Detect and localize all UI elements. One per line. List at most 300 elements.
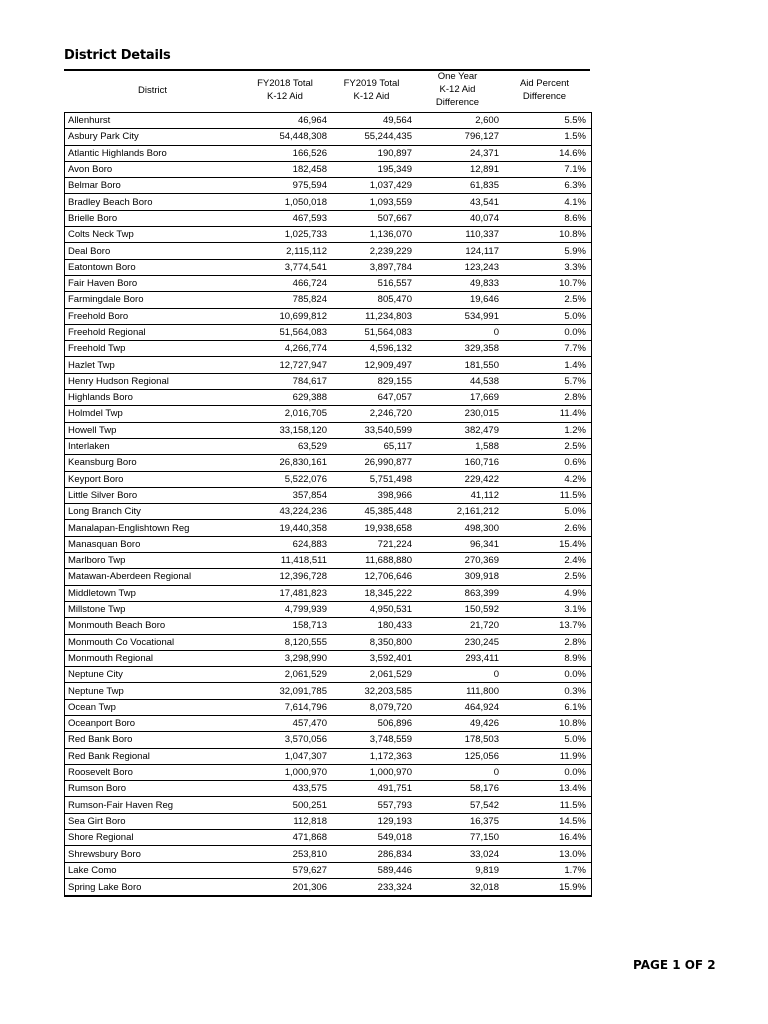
fy2019-aid-cell: 647,057 (377, 392, 412, 404)
percent-difference-cell: 3.3% (564, 261, 586, 273)
percent-difference-cell: 10.7% (559, 278, 586, 290)
fy2018-aid-cell: 182,458 (292, 164, 327, 176)
percent-difference-cell: 5.5% (564, 115, 586, 127)
percent-difference-cell: 1.2% (564, 424, 586, 436)
table-row (65, 749, 591, 765)
table-row (65, 732, 591, 748)
fy2019-aid-cell: 8,079,720 (369, 701, 412, 713)
header-fy2019-line: FY2019 Total (343, 78, 400, 89)
fy2019-aid-cell: 180,433 (377, 620, 412, 632)
district-name-cell: Allenhurst (68, 115, 111, 127)
district-name-cell: Shore Regional (68, 832, 134, 844)
fy2018-aid-cell: 43,224,236 (279, 506, 327, 518)
aid-difference-cell: 150,592 (464, 604, 499, 616)
fy2018-aid-cell: 2,061,529 (284, 669, 327, 681)
header-difference-line: K-12 Aid (439, 84, 476, 95)
table-row (65, 113, 591, 129)
fy2018-aid-cell: 3,570,056 (284, 734, 327, 746)
district-name-cell: Oceanport Boro (68, 718, 136, 730)
district-name-cell: Monmouth Co Vocational (68, 636, 175, 648)
aid-difference-cell: 863,399 (464, 587, 499, 599)
percent-difference-cell: 2.6% (564, 522, 586, 534)
percent-difference-cell: 2.5% (564, 571, 586, 583)
district-name-cell: Atlantic Highlands Boro (68, 147, 167, 159)
district-name-cell: Hazlet Twp (68, 359, 115, 371)
district-name-cell: Fair Haven Boro (68, 278, 138, 290)
fy2019-aid-cell: 398,966 (377, 489, 412, 501)
fy2018-aid-cell: 7,614,796 (284, 701, 327, 713)
percent-difference-cell: 5.9% (564, 245, 586, 257)
aid-difference-cell: 43,541 (469, 196, 499, 208)
table-row (65, 439, 591, 455)
aid-difference-cell: 17,669 (469, 392, 499, 404)
table-row (65, 814, 591, 830)
fy2019-aid-cell: 1,093,559 (369, 196, 412, 208)
aid-difference-cell: 33,024 (469, 848, 499, 860)
table-row (65, 667, 591, 683)
header-fy2018-line: FY2018 Total (257, 78, 313, 89)
fy2018-aid-cell: 500,251 (292, 799, 327, 811)
district-name-cell: Spring Lake Boro (68, 881, 142, 893)
aid-difference-cell: 44,538 (469, 375, 499, 387)
percent-difference-cell: 1.7% (564, 864, 586, 876)
fy2018-aid-cell: 466,724 (292, 278, 327, 290)
aid-difference-cell: 0 (493, 767, 499, 779)
percent-difference-cell: 6.1% (564, 701, 586, 713)
fy2019-aid-cell: 1,000,970 (369, 767, 412, 779)
fy2018-aid-cell: 624,883 (292, 538, 327, 550)
table-row (65, 325, 591, 341)
district-name-cell: Keyport Boro (68, 473, 124, 485)
aid-difference-cell: 58,176 (469, 783, 499, 795)
aid-difference-cell: 96,341 (469, 538, 499, 550)
fy2019-aid-cell: 2,061,529 (369, 669, 412, 681)
percent-difference-cell: 2.8% (564, 392, 586, 404)
fy2018-aid-cell: 1,025,733 (284, 229, 327, 241)
aid-difference-cell: 293,411 (465, 652, 499, 664)
table-row (65, 292, 591, 308)
district-name-cell: Holmdel Twp (68, 408, 123, 420)
fy2018-aid-cell: 19,440,358 (279, 522, 327, 534)
fy2018-aid-cell: 33,158,120 (279, 424, 327, 436)
table-row (65, 178, 591, 194)
aid-difference-cell: 230,015 (464, 408, 499, 420)
header-district (64, 84, 241, 97)
header-fy2018 (241, 77, 329, 103)
aid-difference-cell: 9,819 (475, 864, 499, 876)
percent-difference-cell: 13.7% (559, 620, 586, 632)
fy2019-aid-cell: 19,938,658 (364, 522, 412, 534)
fy2019-aid-cell: 5,751,498 (369, 473, 412, 485)
fy2019-aid-cell: 233,324 (377, 881, 412, 893)
table-row (65, 374, 591, 390)
fy2019-aid-cell: 491,751 (377, 783, 412, 795)
fy2018-aid-cell: 10,699,812 (279, 310, 327, 322)
district-name-cell: Monmouth Regional (68, 652, 154, 664)
aid-difference-cell: 124,117 (465, 245, 499, 257)
fy2018-aid-cell: 2,016,705 (284, 408, 327, 420)
aid-difference-cell: 57,542 (469, 799, 499, 811)
percent-difference-cell: 1.4% (564, 359, 586, 371)
district-name-cell: Millstone Twp (68, 604, 126, 616)
fy2019-aid-cell: 3,897,784 (369, 261, 412, 273)
table-row (65, 276, 591, 292)
fy2019-aid-cell: 507,667 (377, 212, 412, 224)
aid-difference-cell: 181,550 (464, 359, 499, 371)
fy2019-aid-cell: 55,244,435 (364, 131, 412, 143)
table-row (65, 309, 591, 325)
aid-difference-cell: 229,422 (464, 473, 499, 485)
fy2019-aid-cell: 1,037,429 (369, 180, 412, 192)
table-row (65, 341, 591, 357)
percent-difference-cell: 14.5% (559, 815, 586, 827)
fy2018-aid-cell: 46,964 (297, 115, 327, 127)
percent-difference-cell: 5.0% (564, 310, 586, 322)
district-name-cell: Highlands Boro (68, 392, 133, 404)
fy2018-aid-cell: 54,448,308 (279, 131, 327, 143)
district-name-cell: Roosevelt Boro (68, 767, 133, 779)
table-row (65, 569, 591, 585)
district-name-cell: Shrewsbury Boro (68, 848, 141, 860)
table-row (65, 635, 591, 651)
percent-difference-cell: 11.5% (559, 489, 586, 501)
header-percent (501, 77, 588, 103)
aid-difference-cell: 498,300 (464, 522, 499, 534)
fy2019-aid-cell: 516,557 (377, 278, 412, 290)
fy2018-aid-cell: 32,091,785 (279, 685, 327, 697)
aid-difference-cell: 382,479 (464, 424, 499, 436)
district-name-cell: Manalapan-Englishtown Reg (68, 522, 190, 534)
percent-difference-cell: 8.9% (564, 652, 586, 664)
table-row (65, 194, 591, 210)
table-row (65, 537, 591, 553)
table-row (65, 504, 591, 520)
aid-difference-cell: 2,600 (475, 115, 499, 127)
percent-difference-cell: 2.5% (564, 294, 586, 306)
table-row (65, 162, 591, 178)
percent-difference-cell: 1.5% (564, 131, 586, 143)
table-row (65, 357, 591, 373)
aid-difference-cell: 796,127 (464, 131, 499, 143)
district-name-cell: Red Bank Boro (68, 734, 133, 746)
percent-difference-cell: 7.1% (564, 164, 586, 176)
district-name-cell: Ocean Twp (68, 701, 116, 713)
table-row (65, 243, 591, 259)
district-name-cell: Brielle Boro (68, 212, 118, 224)
percent-difference-cell: 10.8% (559, 718, 586, 730)
percent-difference-cell: 3.1% (564, 604, 586, 616)
aid-difference-cell: 61,835 (469, 180, 499, 192)
percent-difference-cell: 6.3% (564, 180, 586, 192)
fy2019-aid-cell: 12,706,646 (364, 571, 412, 583)
fy2019-aid-cell: 8,350,800 (369, 636, 412, 648)
district-name-cell: Lake Como (68, 864, 117, 876)
percent-difference-cell: 16.4% (559, 832, 586, 844)
aid-difference-cell: 270,369 (464, 555, 499, 567)
aid-difference-cell: 125,056 (464, 750, 499, 762)
fy2019-aid-cell: 2,246,720 (369, 408, 412, 420)
table-row (65, 423, 591, 439)
aid-difference-cell: 49,426 (469, 718, 499, 730)
table-row (65, 406, 591, 422)
table-row (65, 651, 591, 667)
fy2019-aid-cell: 12,909,497 (364, 359, 412, 371)
fy2019-aid-cell: 4,950,531 (369, 604, 412, 616)
aid-difference-cell: 123,243 (464, 261, 499, 273)
fy2018-aid-cell: 3,774,541 (284, 261, 327, 273)
fy2019-aid-cell: 1,136,070 (369, 229, 412, 241)
fy2018-aid-cell: 12,396,728 (279, 571, 327, 583)
header-percent-line: Aid Percent (519, 78, 570, 89)
table-row (65, 455, 591, 471)
table-row (65, 797, 591, 813)
aid-difference-cell: 1,588 (475, 441, 499, 453)
fy2019-aid-cell: 286,834 (377, 848, 412, 860)
district-name-cell: Neptune Twp (68, 685, 124, 697)
aid-difference-cell: 32,018 (469, 881, 499, 893)
district-name-cell: Sea Girt Boro (68, 815, 126, 827)
aid-difference-cell: 0 (493, 669, 499, 681)
percent-difference-cell: 2.8% (564, 636, 586, 648)
district-name-cell: Avon Boro (68, 164, 113, 176)
percent-difference-cell: 13.4% (559, 783, 586, 795)
district-name-cell: Henry Hudson Regional (68, 375, 169, 387)
district-name-cell: Middletown Twp (68, 587, 136, 599)
district-name-cell: Deal Boro (68, 245, 111, 257)
district-name-cell: Long Branch City (68, 506, 141, 518)
fy2019-aid-cell: 721,224 (377, 538, 412, 550)
fy2019-aid-cell: 805,470 (377, 294, 412, 306)
fy2019-aid-cell: 1,172,363 (369, 750, 412, 762)
percent-difference-cell: 5.0% (564, 506, 586, 518)
aid-difference-cell: 2,161,212 (456, 506, 499, 518)
aid-difference-cell: 49,833 (469, 278, 499, 290)
district-name-cell: Asbury Park City (68, 131, 139, 143)
aid-difference-cell: 230,245 (464, 636, 499, 648)
fy2019-aid-cell: 11,234,803 (365, 310, 412, 322)
percent-difference-cell: 0.3% (564, 685, 586, 697)
fy2019-aid-cell: 65,117 (383, 441, 412, 453)
district-name-cell: Neptune City (68, 669, 123, 681)
table-row (65, 146, 591, 162)
fy2018-aid-cell: 785,824 (292, 294, 327, 306)
table-row (65, 879, 591, 895)
table-row (65, 863, 591, 879)
percent-difference-cell: 14.6% (559, 147, 586, 159)
table-row (65, 716, 591, 732)
aid-difference-cell: 0 (493, 327, 499, 338)
fy2018-aid-cell: 17,481,823 (279, 587, 327, 599)
fy2019-aid-cell: 2,239,229 (369, 245, 412, 257)
fy2018-aid-cell: 4,266,774 (284, 343, 327, 355)
header-percent-line: Difference (522, 91, 567, 102)
district-table (64, 112, 592, 897)
fy2019-aid-cell: 18,345,222 (364, 587, 412, 599)
table-row (65, 520, 591, 536)
percent-difference-cell: 0.0% (564, 767, 586, 779)
table-row (65, 260, 591, 276)
percent-difference-cell: 2.4% (564, 555, 586, 567)
table-row (65, 602, 591, 618)
district-name-cell: Howell Twp (68, 424, 117, 436)
district-name-cell: Red Bank Regional (68, 750, 150, 762)
table-row (65, 618, 591, 634)
fy2019-aid-cell: 51,564,083 (364, 327, 412, 338)
header-rule (64, 69, 590, 71)
fy2019-aid-cell: 557,793 (377, 799, 412, 811)
fy2018-aid-cell: 975,594 (292, 180, 327, 192)
percent-difference-cell: 4.1% (564, 196, 586, 208)
fy2018-aid-cell: 579,627 (292, 864, 327, 876)
header-difference-line: One Year (437, 71, 478, 82)
fy2019-aid-cell: 4,596,132 (369, 343, 412, 355)
district-name-cell: Freehold Regional (68, 327, 146, 338)
table-row (65, 846, 591, 862)
fy2018-aid-cell: 11,418,511 (280, 555, 327, 567)
aid-difference-cell: 110,337 (465, 229, 499, 241)
fy2019-aid-cell: 195,349 (377, 164, 412, 176)
percent-difference-cell: 0.6% (564, 457, 586, 469)
fy2018-aid-cell: 467,593 (292, 212, 327, 224)
header-fy2018-line: K-12 Aid (267, 91, 303, 102)
district-name-cell: Monmouth Beach Boro (68, 620, 166, 632)
district-name-cell: Rumson Boro (68, 783, 127, 795)
district-name-cell: Marlboro Twp (68, 555, 126, 567)
fy2018-aid-cell: 457,470 (292, 718, 327, 730)
fy2018-aid-cell: 166,526 (292, 147, 327, 159)
header-fy2019 (329, 77, 414, 103)
fy2019-aid-cell: 33,540,599 (364, 424, 412, 436)
percent-difference-cell: 0.0% (564, 669, 586, 681)
fy2018-aid-cell: 112,818 (293, 815, 327, 827)
table-row (65, 472, 591, 488)
fy2018-aid-cell: 4,799,939 (284, 604, 327, 616)
district-name-cell: Rumson-Fair Haven Reg (68, 799, 174, 811)
header-district-line: District (137, 85, 168, 96)
district-name-cell: Interlaken (68, 441, 110, 453)
fy2019-aid-cell: 190,897 (377, 147, 412, 159)
fy2018-aid-cell: 1,047,307 (284, 750, 327, 762)
fy2018-aid-cell: 471,868 (292, 832, 327, 844)
aid-difference-cell: 178,503 (464, 734, 499, 746)
fy2019-aid-cell: 589,446 (377, 864, 412, 876)
percent-difference-cell: 5.0% (564, 734, 586, 746)
header-difference-line: Difference (435, 97, 480, 108)
percent-difference-cell: 5.7% (564, 375, 586, 387)
table-row (65, 129, 591, 145)
percent-difference-cell: 0.0% (564, 327, 586, 338)
fy2019-aid-cell: 506,896 (377, 718, 412, 730)
fy2018-aid-cell: 253,810 (292, 848, 327, 860)
fy2019-aid-cell: 49,564 (382, 115, 412, 127)
district-name-cell: Colts Neck Twp (68, 229, 134, 241)
percent-difference-cell: 11.9% (559, 750, 586, 762)
table-row (65, 586, 591, 602)
aid-difference-cell: 464,924 (464, 701, 499, 713)
percent-difference-cell: 13.0% (559, 848, 586, 860)
fy2018-aid-cell: 784,617 (292, 375, 327, 387)
district-name-cell: Freehold Boro (68, 310, 129, 322)
aid-difference-cell: 77,150 (469, 832, 499, 844)
percent-difference-cell: 7.7% (564, 343, 586, 355)
table-row (65, 211, 591, 227)
percent-difference-cell: 4.2% (564, 473, 586, 485)
header-fy2019-line: K-12 Aid (353, 91, 390, 102)
percent-difference-cell: 2.5% (564, 441, 586, 453)
fy2018-aid-cell: 1,050,018 (284, 196, 327, 208)
district-name-cell: Belmar Boro (68, 180, 121, 192)
percent-difference-cell: 10.8% (559, 229, 586, 241)
table-row (65, 765, 591, 781)
header-difference (414, 70, 501, 109)
district-name-cell: Eatontown Boro (68, 261, 136, 273)
aid-difference-cell: 41,112 (470, 489, 499, 501)
aid-difference-cell: 16,375 (469, 815, 499, 827)
fy2018-aid-cell: 63,529 (297, 441, 327, 453)
aid-difference-cell: 21,720 (469, 620, 499, 632)
fy2019-aid-cell: 26,990,877 (364, 457, 412, 469)
fy2019-aid-cell: 45,385,448 (364, 506, 412, 518)
fy2018-aid-cell: 158,713 (292, 620, 327, 632)
fy2018-aid-cell: 629,388 (292, 392, 327, 404)
district-name-cell: Little Silver Boro (68, 489, 138, 501)
page-number: PAGE 1 OF 2 (633, 958, 716, 972)
district-name-cell: Keansburg Boro (68, 457, 137, 469)
fy2019-aid-cell: 11,688,880 (365, 555, 412, 567)
fy2018-aid-cell: 12,727,947 (279, 359, 327, 371)
fy2019-aid-cell: 129,193 (377, 815, 412, 827)
aid-difference-cell: 534,991 (464, 310, 499, 322)
table-row (65, 553, 591, 569)
fy2018-aid-cell: 357,854 (292, 489, 327, 501)
fy2018-aid-cell: 3,298,990 (284, 652, 327, 664)
percent-difference-cell: 11.5% (559, 799, 586, 811)
table-row (65, 227, 591, 243)
percent-difference-cell: 11.4% (559, 408, 586, 420)
table-row (65, 390, 591, 406)
aid-difference-cell: 329,358 (464, 343, 499, 355)
fy2018-aid-cell: 2,115,112 (286, 245, 327, 257)
percent-difference-cell: 15.9% (559, 881, 586, 893)
fy2018-aid-cell: 51,564,083 (279, 327, 327, 338)
percent-difference-cell: 15.4% (559, 538, 586, 550)
district-name-cell: Manasquan Boro (68, 538, 141, 550)
aid-difference-cell: 309,918 (464, 571, 499, 583)
percent-difference-cell: 8.6% (564, 212, 586, 224)
fy2018-aid-cell: 26,830,161 (279, 457, 327, 469)
fy2019-aid-cell: 32,203,585 (364, 685, 412, 697)
district-name-cell: Matawan-Aberdeen Regional (68, 571, 192, 583)
aid-difference-cell: 40,074 (469, 212, 499, 224)
fy2019-aid-cell: 549,018 (377, 832, 412, 844)
aid-difference-cell: 24,371 (469, 147, 499, 159)
aid-difference-cell: 111,800 (466, 685, 499, 697)
page-title: District Details (64, 48, 171, 63)
district-name-cell: Freehold Twp (68, 343, 126, 355)
fy2019-aid-cell: 829,155 (377, 375, 412, 387)
district-name-cell: Bradley Beach Boro (68, 196, 153, 208)
fy2018-aid-cell: 433,575 (292, 783, 327, 795)
fy2019-aid-cell: 3,748,559 (369, 734, 412, 746)
fy2018-aid-cell: 1,000,970 (284, 767, 327, 779)
table-row (65, 781, 591, 797)
percent-difference-cell: 4.9% (564, 587, 586, 599)
table-row (65, 488, 591, 504)
fy2018-aid-cell: 8,120,555 (284, 636, 327, 648)
table-row (65, 683, 591, 699)
fy2019-aid-cell: 3,592,401 (369, 652, 412, 664)
aid-difference-cell: 160,716 (464, 457, 499, 469)
